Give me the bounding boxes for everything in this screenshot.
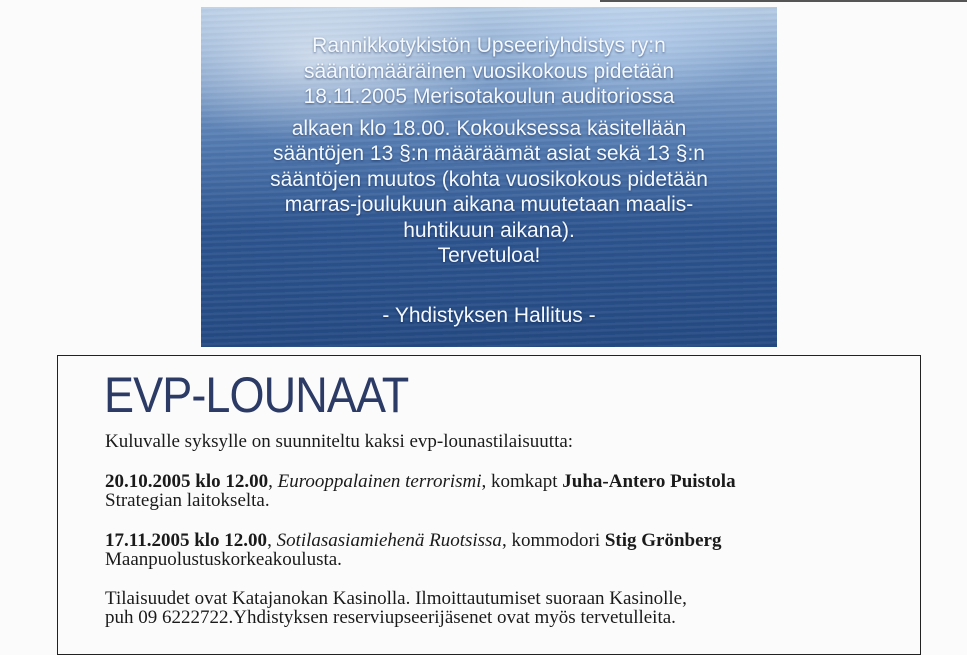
notice-line: sääntöjen muutos (kohta vuosikokous pidetään [270,167,708,191]
evp-event-1 [105,472,905,511]
notice-line: 18.11.2005 Merisotakoulun auditoriossa [303,85,675,108]
evp-event-2 [105,531,905,570]
notice-line: Rannikkotykistön Upseeriyhdistys ry:n [312,34,666,57]
evp-intro: Kuluvalle syksylle on suunniteltu kaksi evp-lounastilaisuutta: [105,431,574,452]
top-rule [600,0,967,2]
evp-body [105,432,905,628]
notice-line: sääntöjen 13 §:n määräämät asiat sekä 13 §:n [273,142,705,165]
notice-greeting: Tervetuloa! [437,244,541,267]
event-affiliation: Strategian laitokselta. [105,490,270,511]
event-headline [105,531,905,551]
event-rank: , komkapt [481,470,563,492]
notice-line: huhtikuun aikana). [403,218,575,242]
closing-line: puh 09 6222722.Yhdistyksen reserviupseerijäsenet ovat myös tervetulleita. [105,607,676,628]
event-separator: , [268,470,278,492]
event-rank: , kommodori [501,529,605,551]
event-datetime: 17.11.2005 klo 12.00 [105,529,268,551]
evp-title: EVP-LOUNAAT [104,367,409,423]
event-separator: , [267,529,277,551]
event-speaker: Juha-Antero Puistola [562,470,736,492]
notice-line: marras-joulukuun aikana muutetaan maalis- [284,193,694,216]
event-topic: Sotilasasiamiehenä Ruotsissa [276,529,502,551]
event-topic: Eurooppalainen terrorismi [277,470,482,492]
event-datetime: 20.10.2005 klo 12.00 [105,470,269,492]
event-speaker: Stig Grönberg [604,529,722,551]
notice-line: alkaen klo 18.00. Kokouksessa käsitellään [291,116,687,140]
evp-closing [105,589,905,628]
closing-line: Tilaisuudet ovat Katajanokan Kasinolla. Ilmoittautumiset suoraan Kasinolle, [105,587,687,609]
evp-lunches-box [57,355,921,655]
event-headline [105,472,905,492]
notice-line: sääntömääräinen vuosikokous pidetään [303,59,675,83]
notice-signature: - Yhdistyksen Hallitus - [382,303,596,327]
event-affiliation: Maanpuolustuskorkeakoulusta. [105,549,342,570]
meeting-notice-panel [201,7,777,347]
